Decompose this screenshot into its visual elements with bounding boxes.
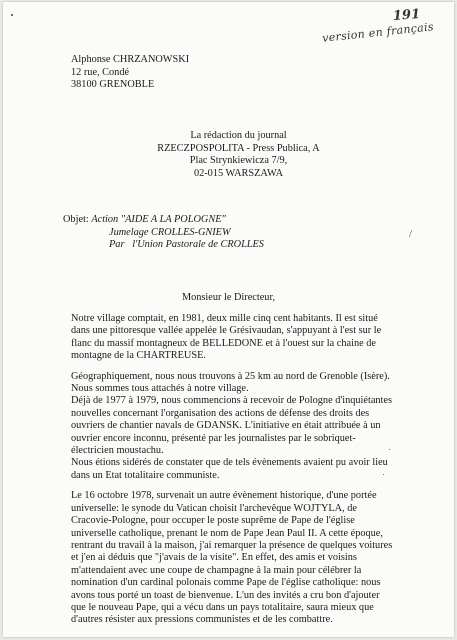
margin-mark: / — [408, 228, 412, 240]
body-paragraph: Déjà de 1977 à 1979, nous commencions à recevoir de Pologne d'inquiétantes nouvelles concernant l'organisation des actions de défense des droits des ouvriers de chantier navals de GDANSK. L'initiative en était attribuée à un ouvrier encore inconnu, présenté par les journalistes par le sobriquet-électricien moustachu. — [71, 395, 392, 457]
subject-line-prefix: Par — [109, 239, 125, 251]
sender-city: 38100 GRENOBLE — [71, 79, 155, 91]
subject-line: Action "AIDE A LA POLOGNE" — [91, 214, 226, 225]
recipient-address — [3, 130, 454, 180]
subject-line: l'Union Pastorale de CROLLES — [132, 239, 264, 251]
subject-block — [63, 214, 264, 252]
recipient-line: RZECZPOSPOLITA - Press Publica, A — [157, 142, 320, 154]
recipient-line: 02-015 WARSZAWA — [193, 167, 284, 179]
sender-street: 12 rue, Condé — [71, 66, 130, 78]
scan-speck — [11, 14, 13, 16]
body-paragraph: Notre village comptait, en 1981, deux mille cinq cent habitants. Il est situé dans une pittoresque vallée appelée le Grésivaudan, s'appuyant à l'est sur le flanc du massif montagneux de BELLEDONE et à l'ouest sur la chaine de montagne de la CHARTREUSE. — [71, 313, 382, 362]
body-paragraph: Géographiquement, nous nous trouvons à 25 km au nord de Grenoble (Isère). Nous sommes tous attachés à notre village. — [71, 370, 390, 395]
sender-address — [71, 54, 189, 92]
recipient-line: Plac Strynkiewicza 7/9, — [189, 155, 288, 167]
handwritten-page-number: 191 — [392, 7, 421, 24]
salutation: Monsieur le Directeur, — [181, 292, 276, 303]
letter-page — [3, 2, 454, 637]
recipient-line: La rédaction du journal — [190, 130, 287, 141]
sender-name: Alphonse CHRZANOWSKI — [71, 54, 190, 65]
body-paragraph: Le 16 octobre 1978, survenait un autre évènement historique, d'une portée universelle: le synode du Vatican choisit l'archevêque WOJTYLA, de Cracovie-Pologne, pour occuper le poste suprême de Pape de l'église universelle catholique, prenant le nom de Pape Jean Paul II. A cette époque, rentrant du travail à la maison, j'ai remarquer la présence de quelques voitures et j'en ai déduis que "j'avais de la visite". En effet, des amis et voisins m'attendaient avec une coupe de champagne à la main pour célébrer la nomination d'un cardinal polonais comme Pape de l'église catholique: nous avons tous porté un toast de bienvenue. L'un des invités a cru bon d'ajouter que le nouveau Pape, qui a vécu dans un pays totalitaire, saura mieux que d'autres résister aux pressions communistes et de les combattre. — [71, 490, 393, 626]
subject-line: Jumelage CROLLES-GNIEW — [109, 226, 231, 238]
letter-body — [71, 313, 393, 635]
body-paragraph: Nous étions sidérés de constater que de tels évènements avaient pu avoir lieu dans un Etat totalitaire communiste. — [71, 457, 388, 481]
subject-label: Objet: — [63, 214, 89, 225]
handwritten-note: version en français — [321, 20, 435, 45]
